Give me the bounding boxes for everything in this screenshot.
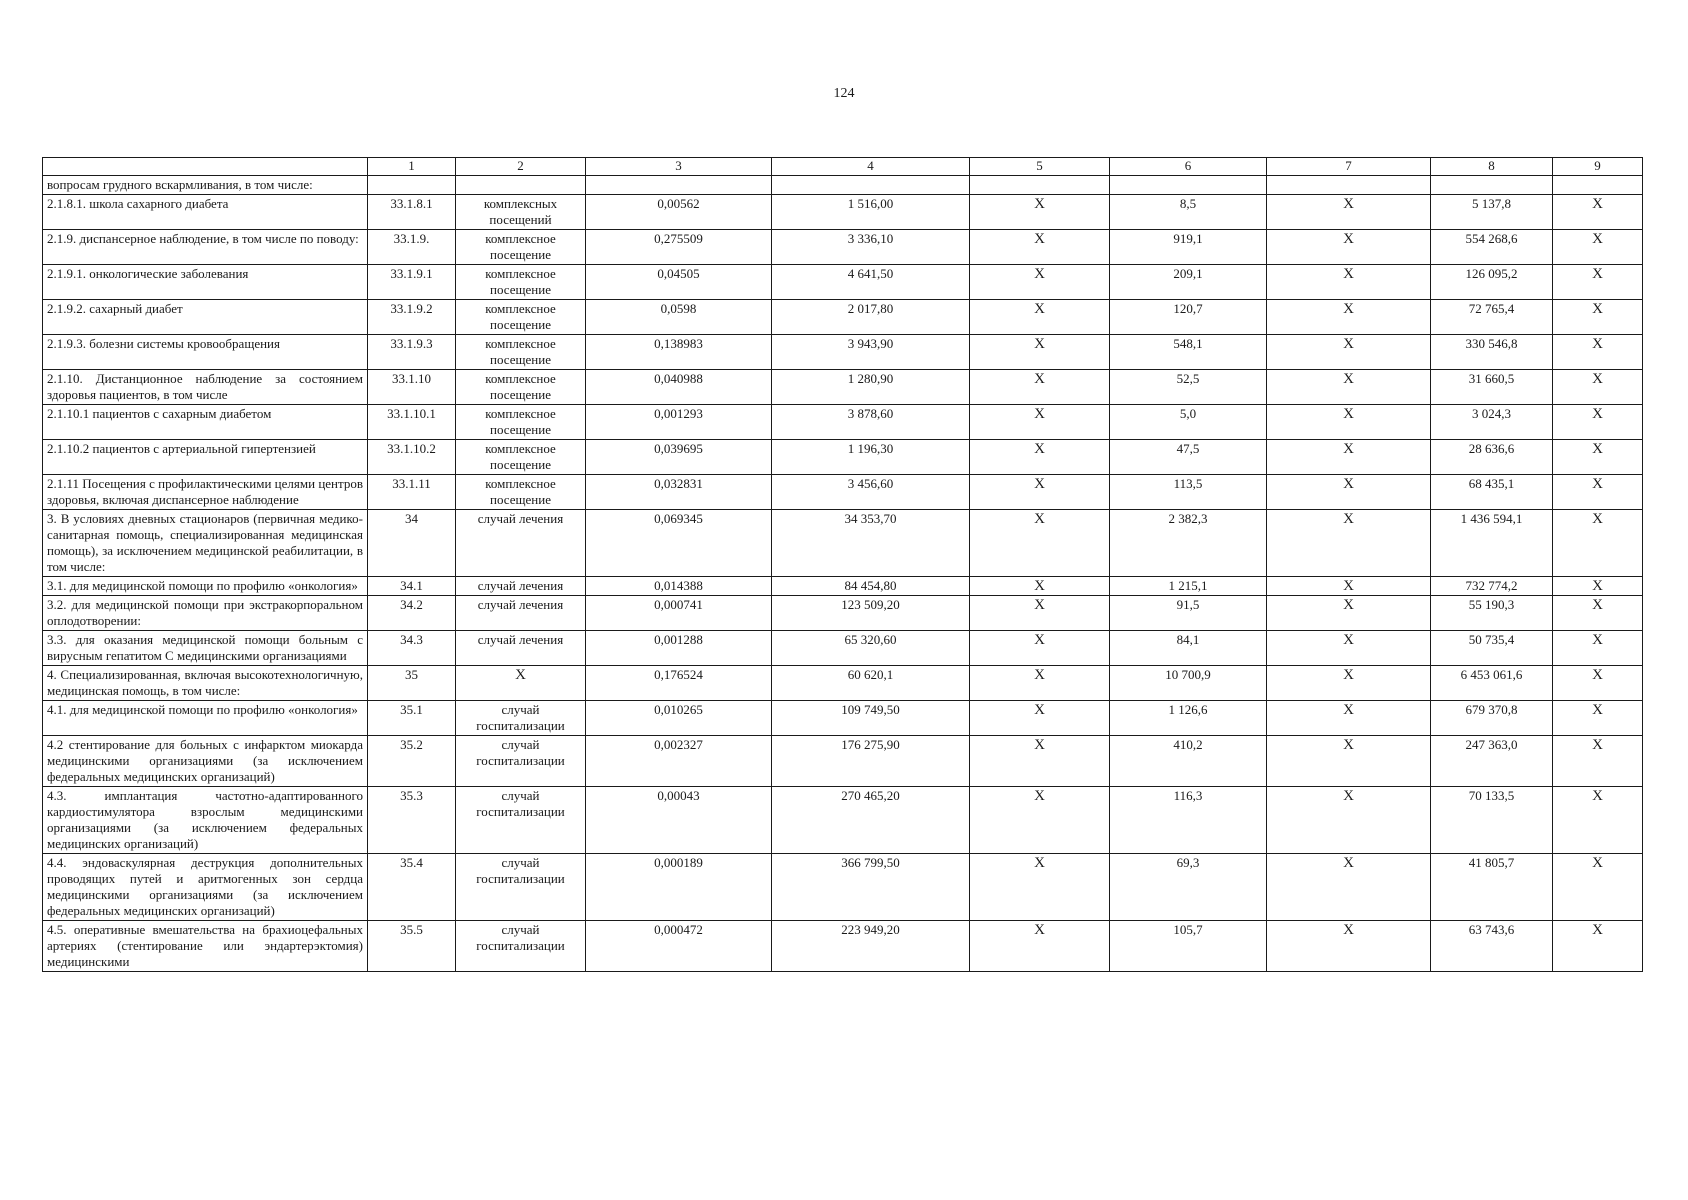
unit-cell: комплексное посещение [456, 265, 586, 300]
norm-cost-cell [772, 176, 970, 195]
table-row [43, 666, 1643, 701]
col-7-cell: X [1267, 510, 1431, 577]
col-5-cell: X [970, 510, 1110, 577]
table-row [43, 176, 1643, 195]
total-cost-cell: 68 435,1 [1431, 475, 1553, 510]
col-5-cell: X [970, 230, 1110, 265]
col-7-cell: X [1267, 701, 1431, 736]
norm-volume-cell: 0,040988 [586, 370, 772, 405]
norm-volume-cell: 0,010265 [586, 701, 772, 736]
unit-cell: комплексное посещение [456, 405, 586, 440]
indicator-name-cell: 2.1.10.1 пациентов с сахарным диабетом [43, 405, 368, 440]
col-9-cell: X [1553, 666, 1643, 701]
norm-cost-cell: 176 275,90 [772, 736, 970, 787]
row-code-cell: 35.3 [368, 787, 456, 854]
unit-cell: комплексное посещение [456, 300, 586, 335]
row-code-cell: 35.1 [368, 701, 456, 736]
column-header-4: 4 [772, 158, 970, 176]
unit-cell: случай госпитализации [456, 854, 586, 921]
unit-cell: X [456, 666, 586, 701]
per-capita-cell: 69,3 [1110, 854, 1267, 921]
per-capita-cell: 5,0 [1110, 405, 1267, 440]
col-7-cell: X [1267, 265, 1431, 300]
col-7-cell: X [1267, 335, 1431, 370]
column-header-8: 8 [1431, 158, 1553, 176]
norm-volume-cell: 0,002327 [586, 736, 772, 787]
col-9-cell: X [1553, 701, 1643, 736]
norm-volume-cell: 0,032831 [586, 475, 772, 510]
col-9-cell: X [1553, 370, 1643, 405]
col-7-cell: X [1267, 787, 1431, 854]
indicator-name-cell: 3. В условиях дневных стационаров (первичная медико-санитарная помощь, специализированная медицинская помощь), за исключением медицинской реабилитации, в том числе: [43, 510, 368, 577]
per-capita-cell: 116,3 [1110, 787, 1267, 854]
table-row [43, 596, 1643, 631]
total-cost-cell: 679 370,8 [1431, 701, 1553, 736]
col-5-cell [970, 176, 1110, 195]
col-5-cell: X [970, 596, 1110, 631]
indicator-name-cell: 2.1.9.3. болезни системы кровообращения [43, 335, 368, 370]
row-code-cell: 33.1.11 [368, 475, 456, 510]
column-header-9: 9 [1553, 158, 1643, 176]
norm-cost-cell: 1 516,00 [772, 195, 970, 230]
table-row [43, 577, 1643, 596]
table-row [43, 787, 1643, 854]
col-7-cell: X [1267, 596, 1431, 631]
per-capita-cell: 8,5 [1110, 195, 1267, 230]
unit-cell: случай лечения [456, 596, 586, 631]
unit-cell: комплексное посещение [456, 370, 586, 405]
col-5-cell: X [970, 736, 1110, 787]
norm-cost-cell: 109 749,50 [772, 701, 970, 736]
total-cost-cell: 5 137,8 [1431, 195, 1553, 230]
total-cost-cell: 247 363,0 [1431, 736, 1553, 787]
col-7-cell: X [1267, 230, 1431, 265]
norm-volume-cell: 0,00562 [586, 195, 772, 230]
row-code-cell: 33.1.8.1 [368, 195, 456, 230]
row-code-cell: 34.3 [368, 631, 456, 666]
column-header-6: 6 [1110, 158, 1267, 176]
column-header-1: 1 [368, 158, 456, 176]
unit-cell: случай госпитализации [456, 921, 586, 972]
norm-cost-cell: 34 353,70 [772, 510, 970, 577]
per-capita-cell: 410,2 [1110, 736, 1267, 787]
unit-cell: случай госпитализации [456, 787, 586, 854]
col-7-cell: X [1267, 405, 1431, 440]
col-7-cell: X [1267, 854, 1431, 921]
total-cost-cell: 126 095,2 [1431, 265, 1553, 300]
per-capita-cell: 209,1 [1110, 265, 1267, 300]
per-capita-cell: 91,5 [1110, 596, 1267, 631]
col-5-cell: X [970, 300, 1110, 335]
indicator-name-cell: 4.4. эндоваскулярная деструкция дополнительных проводящих путей и аритмогенных зон сердца медицинскими организациями (за исключением федеральных медицинских организаций) [43, 854, 368, 921]
table-row [43, 475, 1643, 510]
col-7-cell: X [1267, 631, 1431, 666]
page-number: 124 [833, 86, 855, 101]
col-9-cell: X [1553, 335, 1643, 370]
col-9-cell: X [1553, 596, 1643, 631]
total-cost-cell: 63 743,6 [1431, 921, 1553, 972]
col-5-cell: X [970, 787, 1110, 854]
total-cost-cell: 554 268,6 [1431, 230, 1553, 265]
indicator-name-cell: 4.3. имплантация частотно-адаптированного кардиостимулятора взрослым медицинскими организациями (за исключением федеральных медицинских организаций) [43, 787, 368, 854]
row-code-cell: 33.1.10.1 [368, 405, 456, 440]
norm-cost-cell: 3 336,10 [772, 230, 970, 265]
indicator-name-cell: 4.2 стентирование для больных с инфарктом миокарда медицинскими организациями (за исключением федеральных медицинских организаций) [43, 736, 368, 787]
column-header-2: 2 [456, 158, 586, 176]
norm-cost-cell: 84 454,80 [772, 577, 970, 596]
norm-cost-cell: 223 949,20 [772, 921, 970, 972]
per-capita-cell: 10 700,9 [1110, 666, 1267, 701]
col-7-cell [1267, 176, 1431, 195]
table-row [43, 631, 1643, 666]
norm-cost-cell: 4 641,50 [772, 265, 970, 300]
row-code-cell [368, 176, 456, 195]
unit-cell: комплексное посещение [456, 440, 586, 475]
table-row [43, 300, 1643, 335]
table-row [43, 921, 1643, 972]
unit-cell: комплексное посещение [456, 230, 586, 265]
col-9-cell: X [1553, 921, 1643, 972]
col-9-cell: X [1553, 475, 1643, 510]
norm-volume-cell: 0,039695 [586, 440, 772, 475]
norm-volume-cell: 0,00043 [586, 787, 772, 854]
per-capita-cell: 84,1 [1110, 631, 1267, 666]
norm-volume-cell: 0,0598 [586, 300, 772, 335]
col-9-cell: X [1553, 300, 1643, 335]
col-5-cell: X [970, 921, 1110, 972]
column-header-7: 7 [1267, 158, 1431, 176]
norm-cost-cell: 366 799,50 [772, 854, 970, 921]
norm-volume-cell: 0,176524 [586, 666, 772, 701]
row-code-cell: 33.1.10.2 [368, 440, 456, 475]
column-header-3: 3 [586, 158, 772, 176]
indicator-name-cell: 3.1. для медицинской помощи по профилю «онкология» [43, 577, 368, 596]
data-table [42, 157, 1643, 972]
indicator-name-cell: 4. Специализированная, включая высокотехнологичную, медицинская помощь, в том числе: [43, 666, 368, 701]
per-capita-cell [1110, 176, 1267, 195]
col-7-cell: X [1267, 475, 1431, 510]
indicator-name-cell: 2.1.9.1. онкологические заболевания [43, 265, 368, 300]
total-cost-cell: 55 190,3 [1431, 596, 1553, 631]
row-code-cell: 35.2 [368, 736, 456, 787]
col-5-cell: X [970, 195, 1110, 230]
norm-cost-cell: 123 509,20 [772, 596, 970, 631]
table-row [43, 405, 1643, 440]
table-row [43, 230, 1643, 265]
norm-volume-cell: 0,138983 [586, 335, 772, 370]
total-cost-cell: 41 805,7 [1431, 854, 1553, 921]
norm-cost-cell: 270 465,20 [772, 787, 970, 854]
table-row [43, 335, 1643, 370]
table-row [43, 195, 1643, 230]
norm-volume-cell: 0,001288 [586, 631, 772, 666]
total-cost-cell: 6 453 061,6 [1431, 666, 1553, 701]
unit-cell: случай госпитализации [456, 701, 586, 736]
column-header-0 [43, 158, 368, 176]
total-cost-cell: 70 133,5 [1431, 787, 1553, 854]
per-capita-cell: 548,1 [1110, 335, 1267, 370]
norm-volume-cell: 0,001293 [586, 405, 772, 440]
col-7-cell: X [1267, 300, 1431, 335]
norm-volume-cell: 0,275509 [586, 230, 772, 265]
table-row [43, 510, 1643, 577]
row-code-cell: 33.1.9.3 [368, 335, 456, 370]
col-5-cell: X [970, 475, 1110, 510]
indicator-name-cell: 2.1.9.2. сахарный диабет [43, 300, 368, 335]
col-7-cell: X [1267, 736, 1431, 787]
indicator-name-cell: 4.1. для медицинской помощи по профилю «онкология» [43, 701, 368, 736]
col-7-cell: X [1267, 666, 1431, 701]
col-9-cell: X [1553, 577, 1643, 596]
col-5-cell: X [970, 854, 1110, 921]
norm-volume-cell: 0,000741 [586, 596, 772, 631]
col-9-cell: X [1553, 510, 1643, 577]
col-5-cell: X [970, 631, 1110, 666]
unit-cell: случай лечения [456, 510, 586, 577]
norm-volume-cell: 0,069345 [586, 510, 772, 577]
col-5-cell: X [970, 577, 1110, 596]
row-code-cell: 33.1.10 [368, 370, 456, 405]
col-5-cell: X [970, 440, 1110, 475]
norm-cost-cell: 1 280,90 [772, 370, 970, 405]
col-5-cell: X [970, 701, 1110, 736]
unit-cell: случай лечения [456, 631, 586, 666]
table-header-row [43, 158, 1643, 176]
col-9-cell: X [1553, 230, 1643, 265]
row-code-cell: 35 [368, 666, 456, 701]
per-capita-cell: 52,5 [1110, 370, 1267, 405]
per-capita-cell: 1 215,1 [1110, 577, 1267, 596]
indicator-name-cell: вопросам грудного вскармливания, в том числе: [43, 176, 368, 195]
table-row [43, 854, 1643, 921]
col-9-cell: X [1553, 265, 1643, 300]
norm-cost-cell: 65 320,60 [772, 631, 970, 666]
unit-cell: комплексное посещение [456, 475, 586, 510]
total-cost-cell: 330 546,8 [1431, 335, 1553, 370]
per-capita-cell: 105,7 [1110, 921, 1267, 972]
col-5-cell: X [970, 335, 1110, 370]
table-row [43, 370, 1643, 405]
col-5-cell: X [970, 265, 1110, 300]
per-capita-cell: 47,5 [1110, 440, 1267, 475]
unit-cell: случай лечения [456, 577, 586, 596]
total-cost-cell: 72 765,4 [1431, 300, 1553, 335]
norm-volume-cell [586, 176, 772, 195]
total-cost-cell: 50 735,4 [1431, 631, 1553, 666]
per-capita-cell: 919,1 [1110, 230, 1267, 265]
col-5-cell: X [970, 370, 1110, 405]
norm-volume-cell: 0,000189 [586, 854, 772, 921]
row-code-cell: 34 [368, 510, 456, 577]
col-7-cell: X [1267, 921, 1431, 972]
unit-cell: комплексных посещений [456, 195, 586, 230]
unit-cell: случай госпитализации [456, 736, 586, 787]
norm-volume-cell: 0,04505 [586, 265, 772, 300]
indicator-name-cell: 2.1.8.1. школа сахарного диабета [43, 195, 368, 230]
per-capita-cell: 2 382,3 [1110, 510, 1267, 577]
row-code-cell: 33.1.9. [368, 230, 456, 265]
col-9-cell [1553, 176, 1643, 195]
row-code-cell: 34.1 [368, 577, 456, 596]
col-9-cell: X [1553, 631, 1643, 666]
indicator-name-cell: 2.1.11 Посещения с профилактическими целями центров здоровья, включая диспансерное наблюдение [43, 475, 368, 510]
per-capita-cell: 113,5 [1110, 475, 1267, 510]
col-9-cell: X [1553, 195, 1643, 230]
total-cost-cell: 1 436 594,1 [1431, 510, 1553, 577]
norm-cost-cell: 2 017,80 [772, 300, 970, 335]
table-row [43, 440, 1643, 475]
indicator-name-cell: 3.2. для медицинской помощи при экстракорпоральном оплодотворении: [43, 596, 368, 631]
col-7-cell: X [1267, 370, 1431, 405]
indicator-name-cell: 3.3. для оказания медицинской помощи больным с вирусным гепатитом С медицинскими организациями [43, 631, 368, 666]
row-code-cell: 33.1.9.1 [368, 265, 456, 300]
col-9-cell: X [1553, 405, 1643, 440]
col-7-cell: X [1267, 577, 1431, 596]
norm-cost-cell: 60 620,1 [772, 666, 970, 701]
col-9-cell: X [1553, 440, 1643, 475]
table-row [43, 701, 1643, 736]
table-row [43, 736, 1643, 787]
norm-cost-cell: 3 878,60 [772, 405, 970, 440]
indicator-name-cell: 4.5. оперативные вмешательства на брахиоцефальных артериях (стентирование или эндартерэктомия) медицинскими [43, 921, 368, 972]
col-7-cell: X [1267, 440, 1431, 475]
row-code-cell: 35.5 [368, 921, 456, 972]
total-cost-cell: 31 660,5 [1431, 370, 1553, 405]
col-9-cell: X [1553, 736, 1643, 787]
col-9-cell: X [1553, 787, 1643, 854]
indicator-name-cell: 2.1.10.2 пациентов с артериальной гипертензией [43, 440, 368, 475]
total-cost-cell: 3 024,3 [1431, 405, 1553, 440]
row-code-cell: 35.4 [368, 854, 456, 921]
table-row [43, 265, 1643, 300]
norm-cost-cell: 3 456,60 [772, 475, 970, 510]
unit-cell: комплексное посещение [456, 335, 586, 370]
col-5-cell: X [970, 405, 1110, 440]
row-code-cell: 34.2 [368, 596, 456, 631]
per-capita-cell: 120,7 [1110, 300, 1267, 335]
norm-cost-cell: 1 196,30 [772, 440, 970, 475]
row-code-cell: 33.1.9.2 [368, 300, 456, 335]
total-cost-cell [1431, 176, 1553, 195]
col-7-cell: X [1267, 195, 1431, 230]
col-9-cell: X [1553, 854, 1643, 921]
per-capita-cell: 1 126,6 [1110, 701, 1267, 736]
column-header-5: 5 [970, 158, 1110, 176]
total-cost-cell: 28 636,6 [1431, 440, 1553, 475]
indicator-name-cell: 2.1.10. Дистанционное наблюдение за состоянием здоровья пациентов, в том числе [43, 370, 368, 405]
indicator-name-cell: 2.1.9. диспансерное наблюдение, в том числе по поводу: [43, 230, 368, 265]
norm-cost-cell: 3 943,90 [772, 335, 970, 370]
norm-volume-cell: 0,000472 [586, 921, 772, 972]
unit-cell [456, 176, 586, 195]
norm-volume-cell: 0,014388 [586, 577, 772, 596]
col-5-cell: X [970, 666, 1110, 701]
total-cost-cell: 732 774,2 [1431, 577, 1553, 596]
